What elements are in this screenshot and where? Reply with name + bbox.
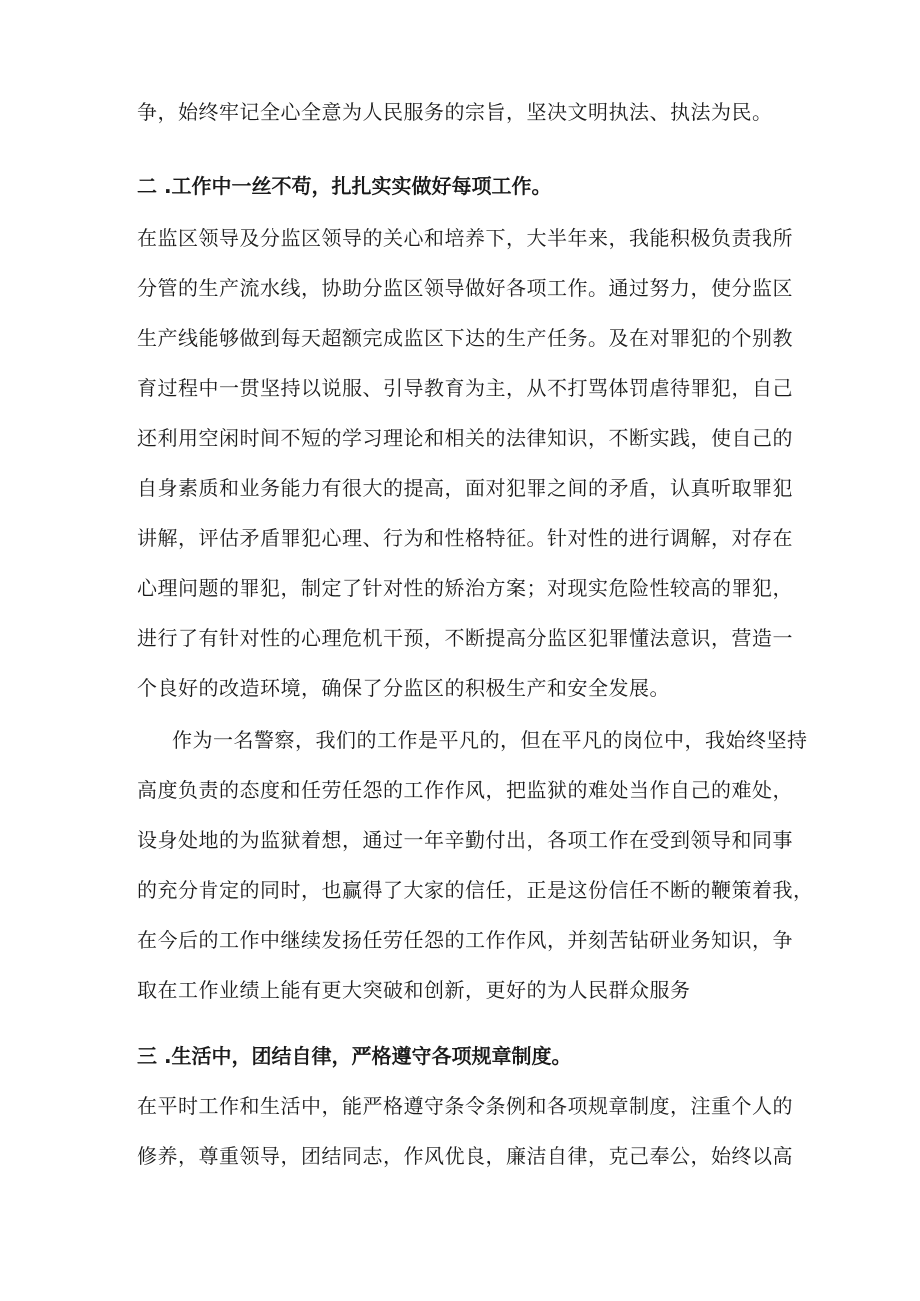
- paragraph-line: 在监区领导及分监区领导的关心和培养下，大半年来，我能积极负责我所: [137, 226, 793, 250]
- paragraph-line: 还利用空闲时间不短的学习理论和相关的法律知识，不断实践，使自己的: [137, 426, 793, 450]
- paragraph-line: 修养，尊重领导，团结同志，作风优良，廉洁自律，克己奉公，始终以高: [137, 1144, 793, 1168]
- paragraph-line: 高度负责的态度和任劳任怨的工作作风，把监狱的难处当作自己的难处，: [137, 778, 793, 802]
- paragraph-line: 自身素质和业务能力有很大的提高，面对犯罪之间的矛盾，认真听取罪犯: [137, 476, 793, 500]
- paragraph-line: 的充分肯定的同时，也赢得了大家的信任，正是这份信任不断的鞭策着我，: [137, 878, 814, 902]
- paragraph-line: 在今后的工作中继续发扬任劳任怨的工作作风，并刻苦钻研业务知识，争: [137, 928, 793, 952]
- paragraph-line: 生产线能够做到每天超额完成监区下达的生产任务。及在对罪犯的个别教: [137, 326, 793, 350]
- paragraph-line: 个良好的改造环境，确保了分监区的积极生产和安全发展。: [137, 676, 670, 700]
- paragraph-line: 分管的生产流水线，协助分监区领导做好各项工作。通过努力，使分监区: [137, 276, 793, 300]
- section-3-heading: 三 .生活中，团结自律，严格遵守各项规章制度。: [137, 1044, 572, 1068]
- paragraph-line: 设身处地的为监狱着想，通过一年辛勤付出，各项工作在受到领导和同事: [137, 828, 793, 852]
- paragraph-line: 心理问题的罪犯，制定了针对性的矫治方案；对现实危险性较高的罪犯，: [137, 576, 793, 600]
- paragraph-line: 取在工作业绩上能有更大突破和创新，更好的为人民群众服务: [137, 978, 691, 1002]
- paragraph-line: 在平时工作和生活中，能严格遵守条令条例和各项规章制度，注重个人的: [137, 1094, 793, 1118]
- paragraph-line: 进行了有针对性的心理危机干预，不断提高分监区犯罪懂法意识，营造一: [137, 626, 793, 650]
- paragraph-line: 讲解，评估矛盾罪犯心理、行为和性格特征。针对性的进行调解，对存在: [137, 526, 793, 550]
- paragraph-line: 育过程中一贯坚持以说服、引导教育为主，从不打骂体罚虐待罪犯，自己: [137, 376, 793, 400]
- paragraph-line: 作为一名警察，我们的工作是平凡的，但在平凡的岗位中，我始终坚持: [172, 728, 808, 752]
- section-2-heading: 二 .工作中一丝不苟，扎扎实实做好每项工作。: [137, 174, 552, 198]
- intro-line: 争，始终牢记全心全意为人民服务的宗旨，坚决文明执法、执法为民。: [137, 100, 773, 124]
